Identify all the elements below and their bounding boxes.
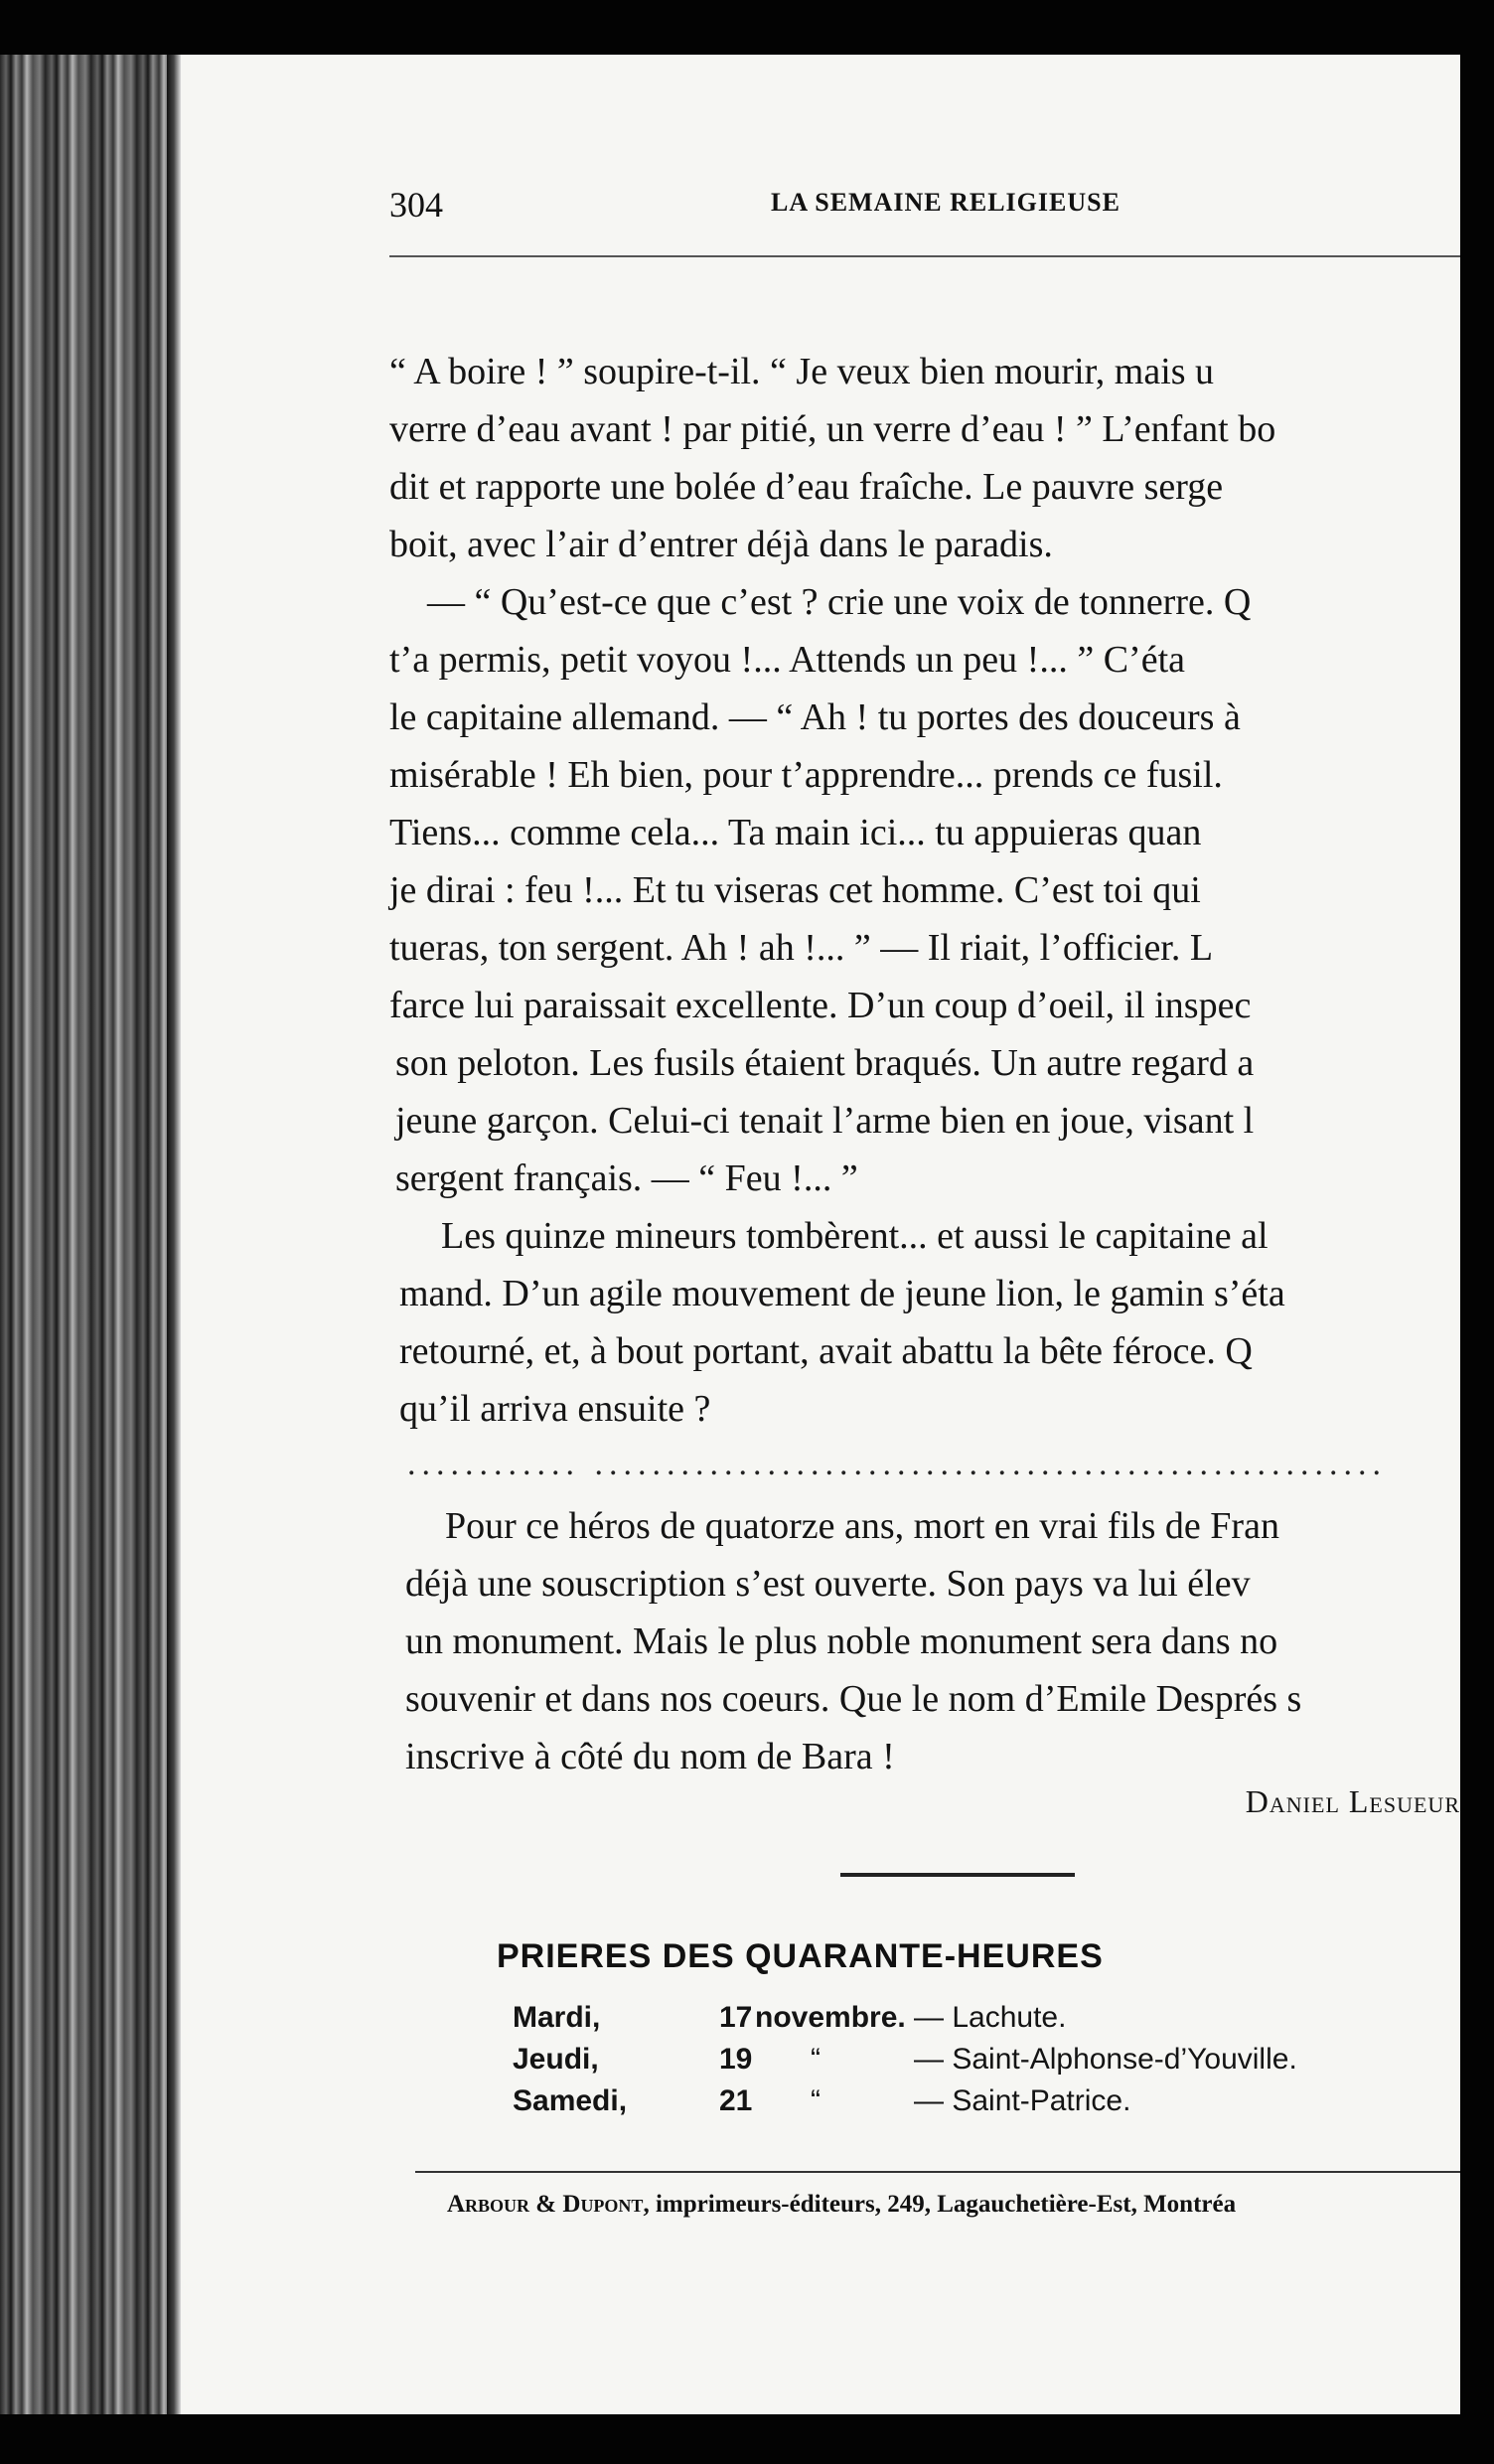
body-line: tueras, ton sergent. Ah ! ah !... ” — Il riait, l’officier. L bbox=[389, 927, 1214, 969]
body-line: sergent français. — “ Feu !... ” bbox=[395, 1157, 858, 1199]
schedule-place: — Saint-Patrice. bbox=[914, 2084, 1131, 2117]
body-line: t’a permis, petit voyou !... Attends un peu !... ” C’éta bbox=[389, 639, 1185, 681]
closing-line: souvenir et dans nos coeurs. Que le nom d’Emile Després s bbox=[405, 1678, 1302, 1720]
scan-right-border bbox=[1460, 0, 1494, 2464]
schedule-ditto: “ bbox=[811, 2043, 821, 2076]
printer-name: Arbour & Dupont, bbox=[447, 2191, 650, 2218]
body-line: boit, avec l’air d’entrer déjà dans le paradis. bbox=[389, 524, 1053, 565]
body-line: le capitaine allemand. — “ Ah ! tu portes des douceurs à bbox=[389, 696, 1241, 738]
printer-address: imprimeurs-éditeurs, 249, Lagauchetière-Est, Montréa bbox=[655, 2191, 1237, 2218]
body-line: — “ Qu’est-ce que c’est ? crie une voix de tonnerre. Q bbox=[427, 581, 1252, 623]
body-line: misérable ! Eh bien, pour t’apprendre... prends ce fusil. bbox=[389, 754, 1223, 796]
closing-line: un monument. Mais le plus noble monument sera dans no bbox=[405, 1620, 1278, 1662]
schedule-date: 19 bbox=[719, 2043, 753, 2076]
scan-top-border bbox=[0, 0, 1494, 55]
body-line: Les quinze mineurs tombèrent... et aussi le capitaine al bbox=[441, 1215, 1269, 1257]
schedule-place: — Lachute. bbox=[914, 2001, 1067, 2034]
body-line: retourné, et, à bout portant, avait abattu la bête féroce. Q bbox=[399, 1330, 1253, 1372]
schedule-place: — Saint-Alphonse-d’Youville. bbox=[914, 2043, 1297, 2076]
section-rule bbox=[840, 1873, 1075, 1877]
body-line: mand. D’un agile mouvement de jeune lion, le gamin s’éta bbox=[399, 1273, 1285, 1314]
body-line: verre d’eau avant ! par pitié, un verre d’eau ! ” L’enfant bo bbox=[389, 408, 1276, 450]
schedule-date: 17 bbox=[719, 2001, 753, 2034]
schedule-day: Mardi, bbox=[513, 2001, 601, 2034]
book-page bbox=[179, 55, 1460, 2414]
printer-imprint bbox=[447, 2191, 1236, 2219]
author-signature: Daniel Lesueur bbox=[1245, 1783, 1460, 1819]
prayer-schedule-title: PRIERES DES QUARANTE-HEURES bbox=[497, 1937, 1104, 1975]
closing-line: inscrive à côté du nom de Bara ! bbox=[405, 1736, 895, 1777]
body-line: jeune garçon. Celui-ci tenait l’arme bien en joue, visant l bbox=[395, 1100, 1255, 1142]
body-line: je dirai : feu !... Et tu viseras cet homme. C’est toi qui bbox=[389, 869, 1201, 911]
body-line: dit et rapporte une bolée d’eau fraîche. Le pauvre serge bbox=[389, 466, 1224, 508]
book-spine bbox=[0, 55, 179, 2439]
schedule-day: Samedi, bbox=[513, 2084, 628, 2117]
schedule-ditto: “ bbox=[811, 2084, 821, 2117]
body-line: “ A boire ! ” soupire-t-il. “ Je veux bien mourir, mais u bbox=[389, 351, 1215, 392]
scan-bottom-border bbox=[0, 2414, 1494, 2464]
dotted-separator: ............ ....................................................... bbox=[407, 1446, 1387, 1482]
body-line: farce lui paraissait excellente. D’un coup d’oeil, il inspec bbox=[389, 985, 1252, 1026]
page-number: 304 bbox=[389, 185, 443, 225]
footer-rule bbox=[415, 2171, 1460, 2173]
running-title: LA SEMAINE RELIGIEUSE bbox=[771, 188, 1120, 217]
schedule-date: 21 bbox=[719, 2084, 753, 2117]
header-rule bbox=[389, 255, 1460, 257]
schedule-day: Jeudi, bbox=[513, 2043, 599, 2076]
body-line: Tiens... comme cela... Ta main ici... tu appuieras quan bbox=[389, 812, 1202, 853]
running-head bbox=[389, 184, 1460, 243]
closing-line: Pour ce héros de quatorze ans, mort en vrai fils de Fran bbox=[445, 1505, 1279, 1547]
spine-edge bbox=[167, 55, 181, 2439]
body-line: son peloton. Les fusils étaient braqués. Un autre regard a bbox=[395, 1042, 1255, 1084]
body-line: qu’il arriva ensuite ? bbox=[399, 1388, 711, 1430]
closing-line: déjà une souscription s’est ouverte. Son pays va lui élev bbox=[405, 1563, 1251, 1605]
schedule-month: novembre. bbox=[755, 2001, 906, 2034]
